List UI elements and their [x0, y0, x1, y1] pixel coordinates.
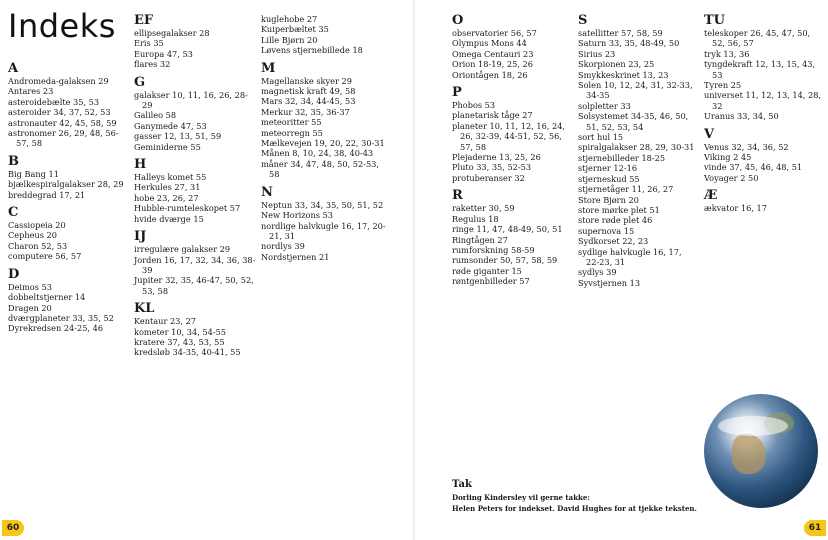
index-entry: store røde plet 46	[578, 215, 653, 226]
index-entry: store mørke plet 51	[578, 204, 660, 215]
earth-image	[704, 394, 818, 508]
section-letter: O	[452, 13, 464, 28]
index-entry: teleskoper 26, 45, 47, 50, 52, 56, 57	[704, 28, 811, 49]
index-entry: Saturn 33, 35, 48-49, 50	[578, 38, 680, 49]
index-entry: sydlys 39	[578, 267, 617, 278]
index-entry: protuberanser 32	[452, 172, 525, 183]
acknowledgements-line-1: Dorling Kindersley vil gerne takke:	[452, 493, 590, 502]
index-entry: Dragen 20	[8, 302, 52, 313]
acknowledgements	[452, 478, 712, 514]
index-entry: magnetisk kraft 49, 58	[261, 86, 356, 97]
index-entry: observatorier 56, 57	[452, 28, 537, 38]
index-entry: røde giganter 15	[452, 265, 522, 276]
index-entry: sydlige halvkugle 16, 17, 22-23, 31	[578, 246, 682, 267]
acknowledgements-heading: Tak	[452, 479, 472, 490]
section-letter: S	[578, 13, 588, 28]
index-entry: Halleys komet 55	[134, 172, 207, 183]
index-column-6	[704, 14, 822, 214]
index-entry: gasser 12, 13, 51, 59	[134, 131, 222, 142]
index-entry: Neptun 33, 34, 35, 50, 51, 52	[261, 199, 384, 210]
index-entry: vinde 37, 45, 46, 48, 51	[704, 162, 803, 173]
index-entry: hvide dværge 15	[134, 213, 204, 224]
index-entry: kometer 10, 34, 54-55	[134, 326, 227, 337]
index-entry: stjernetåger 11, 26, 27	[578, 184, 674, 195]
index-entry: Cassiopeia 20	[8, 220, 66, 231]
index-entry: Ringtågen 27	[452, 234, 508, 245]
index-entry: Phobos 53	[452, 100, 496, 111]
index-entry: måner 34, 47, 48, 50, 52-53, 58	[261, 158, 379, 180]
index-entry: stjerneskud 55	[578, 173, 640, 184]
index-entry: Uranus 33, 34, 50	[704, 111, 779, 122]
index-entry: Voyager 2 50	[704, 172, 759, 183]
section-letter: H	[134, 157, 147, 173]
section-letter: P	[452, 85, 462, 101]
index-entry: Charon 52, 53	[8, 240, 68, 251]
index-entry: nordlige halvkugle 16, 17, 20-21, 31	[261, 220, 386, 241]
index-column-1	[8, 62, 126, 334]
index-entry: tyngdekraft 12, 13, 15, 43, 53	[704, 59, 816, 80]
index-entry: Antares 23	[8, 86, 54, 97]
index-entry: Lille Bjørn 20	[261, 34, 318, 45]
index-entry: stjernebilleder 18-25	[578, 152, 666, 163]
section-letter: IJ	[134, 229, 147, 245]
index-entry: kuglehobe 27	[261, 14, 318, 24]
index-entry: Pluto 33, 35, 52-53	[452, 162, 532, 173]
index-entry: Regulus 18	[452, 213, 499, 224]
index-entry: Geminiderne 55	[134, 141, 201, 152]
section-letter: B	[8, 153, 19, 169]
index-entry: breddegrad 17, 21	[8, 189, 86, 200]
section-letter: EF	[134, 13, 154, 28]
index-entry: Dyrekredsen 24-25, 46	[8, 323, 104, 334]
index-entry: computere 56, 57	[8, 251, 82, 262]
index-entry: Magellanske skyer 29	[261, 75, 352, 86]
index-entry: rumsonder 50, 57, 58, 59	[452, 255, 558, 266]
index-entry: Plejaderne 13, 25, 26	[452, 152, 541, 163]
index-entry: meteorregn 55	[261, 127, 323, 138]
index-entry: Galileo 58	[134, 110, 177, 121]
index-entry: dværgplaneter 33, 35, 52	[8, 312, 114, 323]
index-column-2	[134, 14, 256, 358]
index-entry: astronomer 26, 29, 48, 56-57, 58	[8, 128, 119, 149]
index-entry: satellitter 57, 58, 59	[578, 28, 663, 38]
index-entry: ringe 11, 47, 48-49, 50, 51	[452, 224, 563, 235]
index-entry: Smykkeskrinet 13, 23	[578, 69, 669, 80]
page-title: Indeks	[8, 7, 116, 45]
index-entry: Ganymede 47, 53	[134, 120, 207, 131]
index-entry: kratere 37, 43, 53, 55	[134, 336, 225, 347]
index-entry: Tyren 25	[704, 80, 742, 91]
index-entry: Nordstjernen 21	[261, 251, 330, 262]
index-entry: Eris 35	[134, 38, 164, 49]
index-entry: Herkules 27, 31	[134, 182, 201, 193]
index-entry: Big Bang 11	[8, 168, 59, 179]
index-entry: spiralgalakser 28, 29, 30-31	[578, 142, 695, 153]
index-entry: Kuiperbæltet 35	[261, 24, 329, 35]
index-entry: supernova 15	[578, 225, 635, 236]
section-letter: D	[8, 266, 20, 282]
index-entry: Omega Centauri 23	[452, 48, 534, 59]
index-entry: asteroider 34, 37, 52, 53	[8, 107, 111, 118]
index-entry: Mælkevejen 19, 20, 22, 30-31	[261, 138, 385, 149]
section-letter: G	[134, 74, 146, 90]
section-letter: M	[261, 60, 276, 76]
index-entry: Jorden 16, 17, 32, 34, 36, 38-39	[134, 254, 256, 275]
index-entry: universet 11, 12, 13, 14, 28, 32	[704, 90, 822, 111]
section-letter: V	[704, 126, 715, 142]
index-column-4	[452, 14, 570, 287]
index-entry: Månen 8, 10, 24, 38, 40-43	[261, 148, 374, 159]
index-entry: irregulære galakser 29	[134, 244, 231, 255]
index-entry: Cepheus 20	[8, 230, 57, 241]
index-entry: hobe 23, 26, 27	[134, 192, 199, 203]
index-entry: røntgenbilleder 57	[452, 276, 530, 287]
page-number-left: 60	[2, 520, 24, 536]
page-number-right: 61	[804, 520, 826, 536]
index-entry: Europa 47, 53	[134, 48, 193, 59]
index-entry: Jupiter 32, 35, 46-47, 50, 52, 53, 58	[134, 275, 254, 296]
index-entry: Løvens stjernebillede 18	[261, 45, 363, 56]
section-letter: C	[8, 205, 19, 221]
index-entry: ellipsegalakser 28	[134, 28, 210, 38]
index-entry: Store Bjørn 20	[578, 194, 639, 205]
index-entry: Viking 2 45	[704, 152, 752, 163]
index-entry: ækvator 16, 17	[704, 203, 767, 214]
index-entry: Solen 10, 12, 24, 31, 32-33, 34-35	[578, 80, 693, 101]
index-entry: raketter 30, 59	[452, 203, 515, 214]
index-column-5	[578, 14, 696, 288]
index-entry: Deimos 53	[8, 281, 52, 292]
acknowledgements-line-2: Helen Peters for indekset. David Hughes for at tjekke teksten.	[452, 504, 697, 513]
index-entry: dobbeltstjerner 14	[8, 292, 86, 303]
index-entry: sort hul 15	[578, 132, 624, 143]
index-entry: Merkur 32, 35, 36-37	[261, 106, 350, 117]
section-letter: N	[261, 184, 273, 200]
index-entry: tryk 13, 36	[704, 48, 750, 59]
section-letter: TU	[704, 13, 726, 28]
index-entry: Hubble-rumteleskopet 57	[134, 203, 241, 214]
index-entry: bjælkespiralgalakser 28, 29	[8, 179, 124, 190]
index-entry: astronauter 42, 45, 58, 59	[8, 117, 117, 128]
index-entry: meteoritter 55	[261, 117, 322, 128]
index-entry: Sirius 23	[578, 48, 616, 59]
index-entry: stjerner 12-16	[578, 163, 638, 174]
index-entry: galakser 10, 11, 16, 26, 28-29	[134, 89, 248, 111]
index-entry: Mars 32, 34, 44-45, 53	[261, 96, 356, 107]
index-entry: Olympus Mons 44	[452, 38, 527, 49]
index-entry: Oriontågen 18, 26	[452, 69, 528, 80]
index-entry: flares 32	[134, 59, 171, 70]
index-entry: Solsystemet 34-35, 46, 50, 51, 52, 53, 54	[578, 111, 689, 132]
index-entry: Sydkorset 22, 23	[578, 236, 649, 247]
index-entry: Venus 32, 34, 36, 52	[704, 141, 789, 152]
index-entry: rumforskning 58-59	[452, 244, 535, 255]
index-entry: nordlys 39	[261, 241, 305, 252]
section-letter: Æ	[704, 188, 718, 204]
index-entry: planetarisk tåge 27	[452, 110, 533, 121]
index-entry: Syvstjernen 13	[578, 277, 641, 288]
book-spine	[413, 0, 415, 540]
index-entry: Andromeda-galaksen 29	[8, 76, 109, 86]
index-entry: kredsløb 34-35, 40-41, 55	[134, 347, 241, 358]
index-entry: New Horizons 53	[261, 210, 333, 221]
section-letter: R	[452, 188, 463, 204]
index-entry: Skorpionen 23, 25	[578, 59, 655, 70]
index-entry: planeter 10, 11, 12, 16, 24, 26, 32-39, 44-51, 52, 56, 57, 58	[452, 120, 566, 152]
section-letter: A	[8, 61, 19, 76]
index-column-3	[261, 14, 389, 262]
index-entry: Orion 18-19, 25, 26	[452, 59, 533, 70]
index-entry: solpletter 33	[578, 100, 631, 111]
index-entry: Kentaur 23, 27	[134, 316, 197, 327]
index-entry: asteroidebælte 35, 53	[8, 96, 100, 107]
section-letter: KL	[134, 301, 155, 317]
